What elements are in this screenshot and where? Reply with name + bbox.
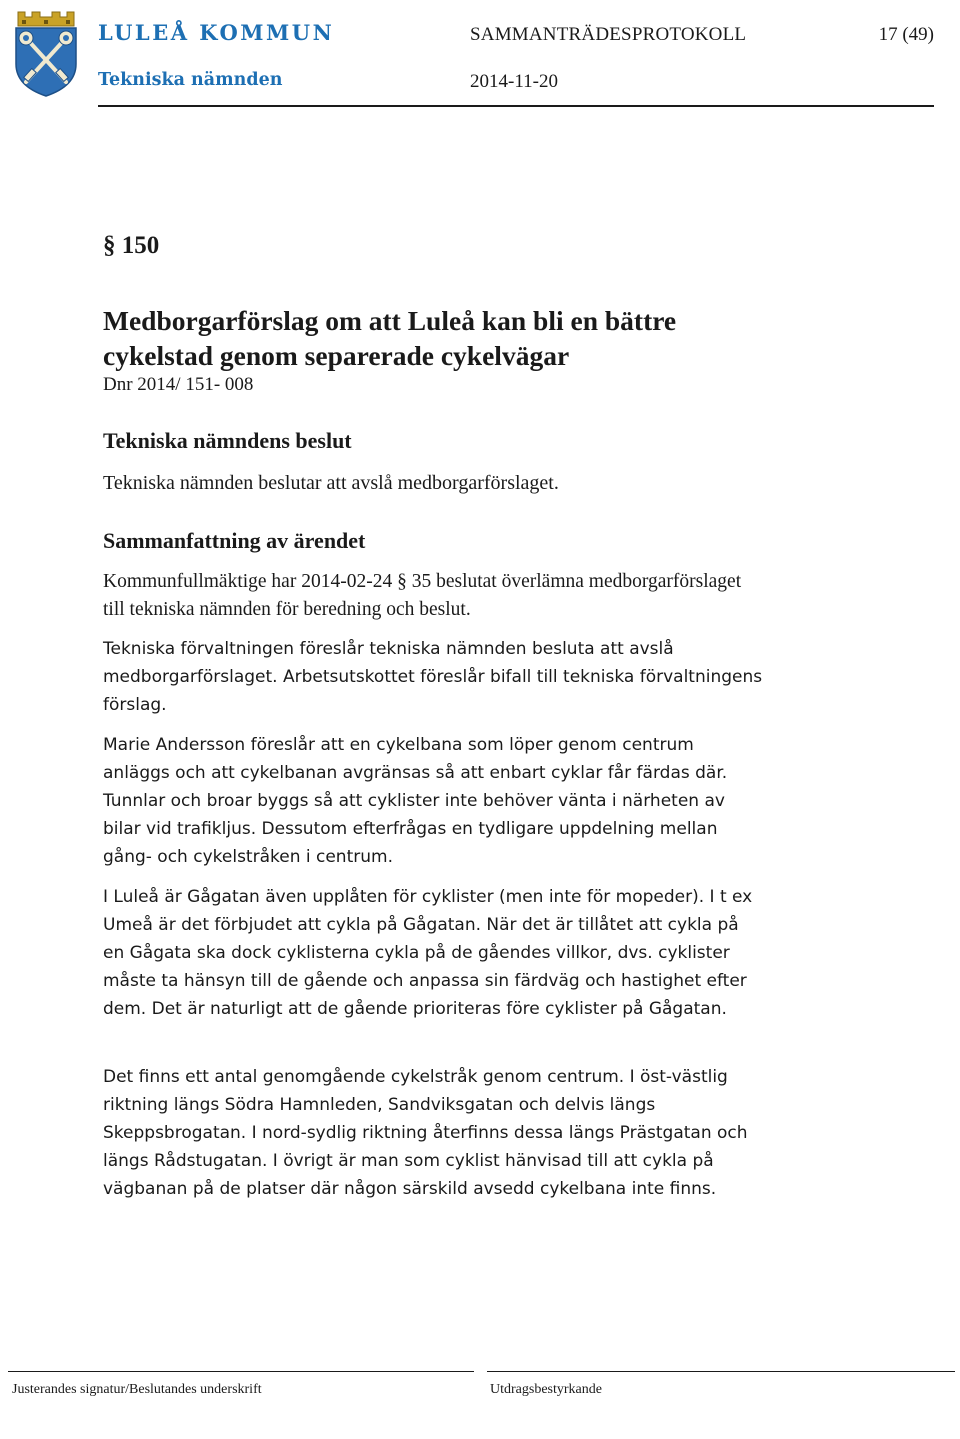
document-type: SAMMANTRÄDESPROTOKOLL bbox=[470, 24, 747, 45]
signature-label: Justerandes signatur/Beslutandes underskrift bbox=[12, 1382, 262, 1397]
page-number: 17 (49) bbox=[878, 24, 934, 45]
meeting-date: 2014-11-20 bbox=[470, 71, 558, 92]
summary-paragraph-1-end: 35 beslutat överlämna medborgarförslaget till tekniska nämnden för beredning och beslut. bbox=[103, 571, 742, 620]
summary-heading: Sammanfattning av ärendet bbox=[103, 528, 366, 553]
summary-paragraph-1 bbox=[103, 568, 753, 624]
certification-label: Utdragsbestyrkande bbox=[490, 1382, 602, 1397]
summary-paragraph-4: I Luleå är Gågatan även upplåten för cyklister (men inte för mopeder). I t ex Umeå är det förbjudet att cykla på Gågatan. När det är tillåtet att cykla på en Gågata ska dock cyklisterna cykla på de gåendes villkor, dvs. cyklister måste ta hänsyn till de gående och anpassa sin färdväg och hastighet efter dem. Det är naturligt att de gående prioriteras före cyklister på Gågatan. bbox=[103, 887, 753, 1019]
signature-line bbox=[8, 1371, 474, 1372]
summary-paragraph-1-start: Kommunfullmäktige har 2014-02-24 bbox=[103, 571, 398, 592]
lulea-coat-of-arms-icon bbox=[10, 6, 82, 98]
decision-heading: Tekniska nämndens beslut bbox=[103, 428, 352, 453]
summary-paragraph-5: Det finns ett antal genomgående cykelstråk genom centrum. I öst-västlig riktning längs Södra Hamnleden, Sandviksgatan och delvis längs Skeppsbrogatan. I nord-sydlig riktning återfinns dessa längs Prästgatan och längs Rådstugatan. I övrigt är man som cyklist hänvisad till att cykla på vägbanan på de platser där någon särskild avsedd cykelbana inte finns. bbox=[103, 1067, 748, 1199]
title-line-1: Medborgarförslag om att Luleå kan bli en bättre bbox=[103, 305, 677, 336]
section-symbol: § bbox=[103, 232, 116, 259]
organization-name: LULEÅ KOMMUN bbox=[98, 20, 335, 45]
certification-line bbox=[487, 1371, 955, 1372]
section-heading bbox=[103, 232, 159, 260]
summary-paragraph-3: Marie Andersson föreslår att en cykelbana som löper genom centrum anläggs och att cykelbanan avgränsas så att enbart cyklar får färdas där. Tunnlar och broar byggs så att cyklister inte behöver vänta i närheten av bilar vid trafikljus. Dessutom efterfrågas en tydligare uppdelning mellan gång- och cykelstråken i centrum. bbox=[103, 735, 728, 867]
header-divider bbox=[98, 105, 934, 107]
decision-text: Tekniska nämnden beslutar att avslå medborgarförslaget. bbox=[103, 472, 559, 494]
section-number: 150 bbox=[121, 232, 160, 259]
section-symbol-inline: § bbox=[397, 571, 407, 592]
title-line-2: cykelstad genom separerade cykelvägar bbox=[103, 340, 570, 371]
diary-number: Dnr 2014/ 151- 008 bbox=[103, 374, 254, 395]
committee-name: Tekniska nämnden bbox=[98, 70, 283, 90]
document-title bbox=[103, 303, 803, 373]
summary-paragraph-2: Tekniska förvaltningen föreslår tekniska nämnden besluta att avslå medborgarförslaget. Arbetsutskottet föreslår bifall till tekniska förvaltningens förslag. bbox=[103, 639, 763, 715]
